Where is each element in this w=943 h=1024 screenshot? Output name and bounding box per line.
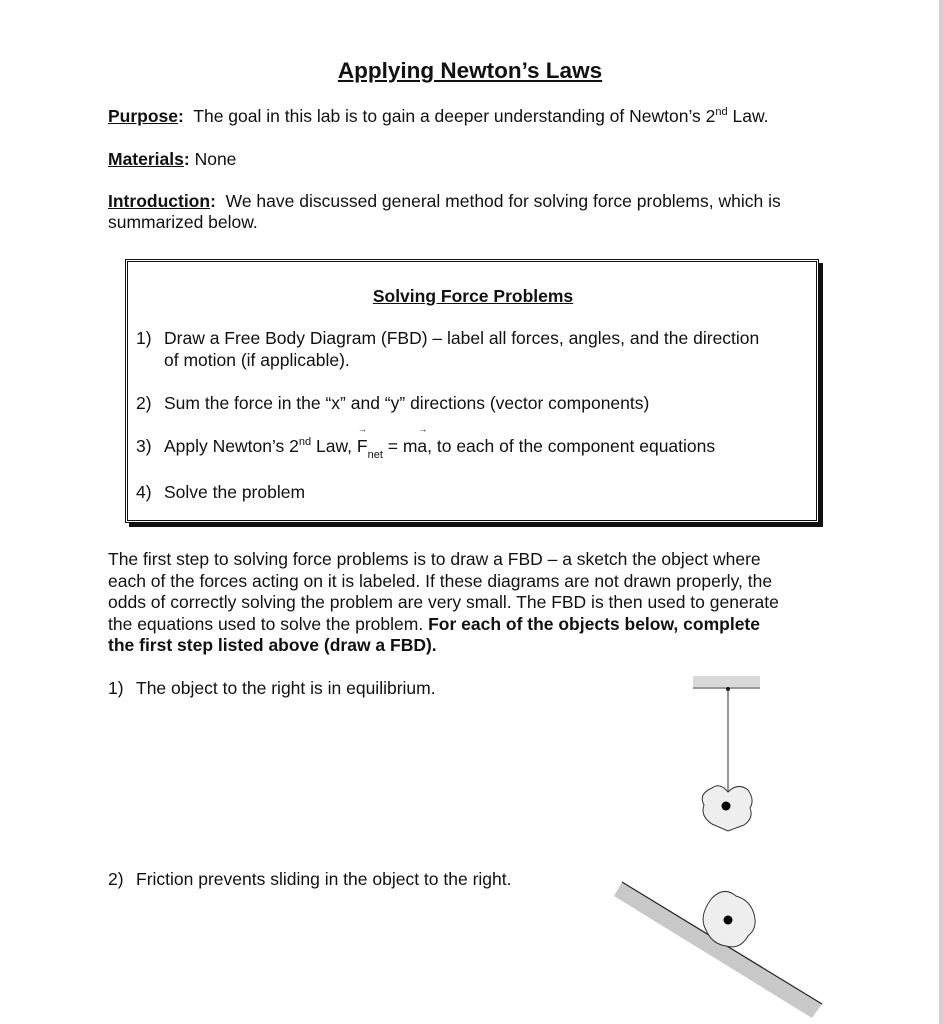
introduction-label: Introduction — [108, 191, 211, 211]
step-text: Law, — [311, 436, 357, 456]
step-text: Draw a Free Body Diagram (FBD) – label all forces, angles, and the direction — [164, 328, 760, 348]
problem-text: Friction prevents sliding in the object to the right. — [136, 869, 512, 889]
problem-number: 2) — [108, 869, 124, 889]
problem-1 — [108, 678, 436, 699]
paragraph-line: The first step to solving force problems is to draw a FBD – a sketch the object where — [108, 549, 761, 569]
step-text: of motion (if applicable). — [164, 350, 350, 370]
problem-text: The object to the right is in equilibrium. — [136, 678, 436, 698]
step-number: 2) — [136, 393, 152, 413]
problem-number: 1) — [108, 678, 124, 698]
step-1 — [136, 327, 759, 371]
introduction-line1: We have discussed general method for solving force problems, which is — [225, 191, 781, 211]
purpose-tail: Law. — [727, 106, 769, 126]
step-text: Solve the problem — [164, 482, 306, 502]
purpose-line: Purpose: The goal in this lab is to gain a deeper understanding of Newton’s 2nd Law. — [108, 106, 769, 126]
acceleration-vector: → a — [417, 436, 427, 457]
purpose-label: Purpose — [108, 106, 179, 126]
page-edge — [939, 0, 943, 1024]
materials-text: None — [194, 149, 237, 169]
box-title: Solving Force Problems — [372, 286, 574, 306]
step-sup: nd — [298, 436, 312, 448]
paragraph-line: the equations used to solve the problem. — [108, 613, 429, 634]
step-number: 4) — [136, 482, 152, 502]
step-3 — [136, 436, 715, 461]
step-text: Apply Newton’s 2 — [164, 436, 299, 456]
problem-2 — [108, 869, 511, 890]
step-text: , to each of the component equations — [427, 436, 716, 456]
step-number: 1) — [136, 328, 152, 348]
step-number: 3) — [136, 436, 152, 456]
paragraph-bold: For each of the objects below, complete — [428, 613, 760, 634]
purpose-sup: nd — [715, 106, 728, 118]
paragraph-line: odds of correctly solving the problem are very small. The FBD is then used to generate — [108, 592, 779, 612]
materials-line: Materials: None — [108, 149, 237, 169]
fbd-paragraph — [108, 549, 838, 657]
net-subscript: net — [367, 449, 383, 461]
paragraph-bold: the first step listed above (draw a FBD). — [108, 635, 437, 655]
ceiling — [693, 676, 760, 687]
center-of-mass-dot — [724, 916, 733, 925]
materials-label: Materials — [108, 149, 184, 169]
center-of-mass-dot — [722, 802, 731, 811]
step-text: Sum the force in the “x” and “y” directions (vector components) — [164, 393, 650, 413]
hanging-object-diagram — [600, 660, 930, 1024]
paragraph-line: each of the forces acting on it is labeled. If these diagrams are not drawn properly, the — [108, 570, 773, 591]
page-title: Applying Newton’s Laws — [337, 58, 603, 83]
introduction: Introduction: We have discussed general method for solving force problems, which is summarized below. — [108, 191, 781, 232]
equation-text: = m — [382, 436, 418, 456]
force-vector: → F — [357, 436, 368, 457]
step-2 — [136, 393, 649, 414]
solving-force-problems-box — [125, 259, 819, 523]
purpose-text: The goal in this lab is to gain a deeper understanding of Newton’s 2 — [193, 106, 716, 126]
introduction-line2: summarized below. — [108, 212, 258, 232]
step-4 — [136, 482, 305, 503]
